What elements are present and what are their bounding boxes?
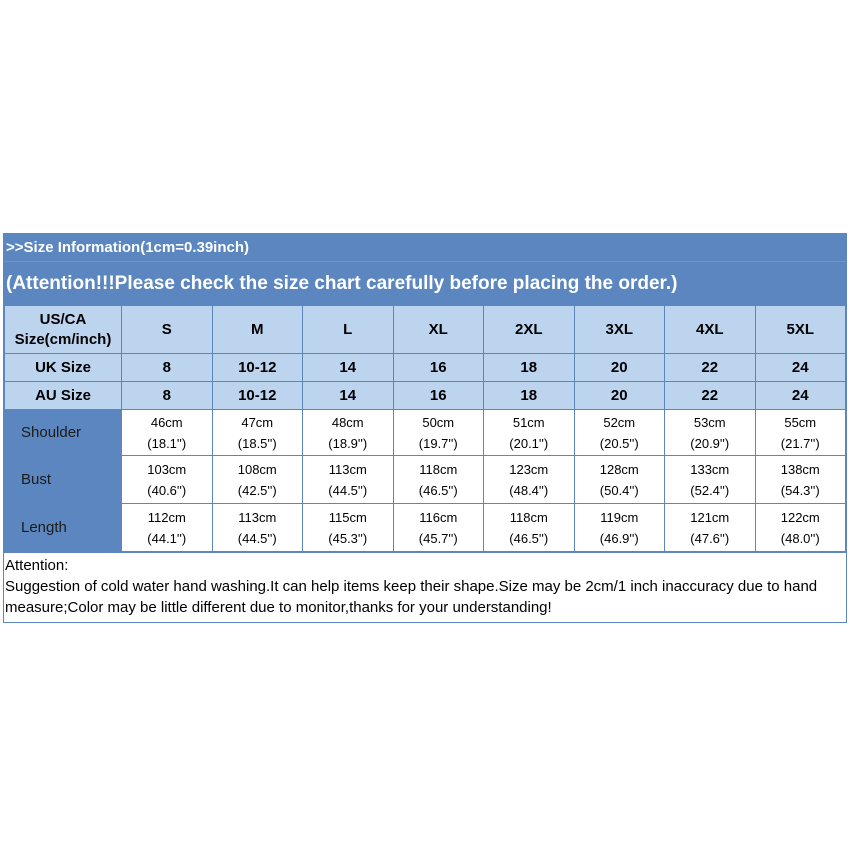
size-label-line1: US/CA bbox=[39, 310, 87, 328]
uk-size-cell: 20 bbox=[574, 354, 665, 382]
inch-value: (48.4'') bbox=[509, 482, 549, 498]
length-label: Length bbox=[5, 504, 122, 552]
au-size-cell: 20 bbox=[574, 382, 665, 410]
cm-value: 133cm bbox=[690, 461, 730, 477]
shoulder-label: Shoulder bbox=[5, 410, 122, 456]
uk-size-label: UK Size bbox=[5, 354, 122, 382]
cm-value: 119cm bbox=[600, 509, 639, 525]
size-cell: 3XL bbox=[574, 306, 665, 354]
au-size-cell: 16 bbox=[393, 382, 484, 410]
notes-body: Suggestion of cold water hand washing.It can help items keep their shape.Size may be 2cm/1 inch inaccuracy due to hand measure;Color may be little different due to monitor,thanks for your understanding! bbox=[5, 578, 818, 616]
uk-size-row bbox=[5, 354, 846, 382]
size-chart bbox=[3, 233, 847, 623]
au-size-row bbox=[5, 382, 846, 410]
au-size-cell: 24 bbox=[755, 382, 846, 410]
inch-value: (52.4'') bbox=[690, 482, 730, 498]
measurement-cell bbox=[574, 504, 665, 552]
size-cell: 5XL bbox=[755, 306, 846, 354]
au-size-cell: 8 bbox=[122, 382, 213, 410]
cm-value: 121cm bbox=[690, 509, 730, 525]
measurement-cell bbox=[393, 410, 484, 456]
size-cell: XL bbox=[393, 306, 484, 354]
cm-value: 123cm bbox=[509, 461, 549, 477]
measurement-cell bbox=[303, 456, 394, 504]
inch-value: (48.0'') bbox=[780, 530, 820, 546]
measurement-cell bbox=[574, 410, 665, 456]
au-size-cell: 18 bbox=[484, 382, 575, 410]
uk-size-cell: 10-12 bbox=[212, 354, 303, 382]
measurement-cell bbox=[303, 410, 394, 456]
cm-value: 52cm bbox=[603, 414, 636, 430]
measurement-cell bbox=[665, 410, 756, 456]
cm-value: 122cm bbox=[780, 509, 820, 525]
inch-value: (20.1'') bbox=[509, 435, 549, 451]
measurement-cell bbox=[212, 504, 303, 552]
measurement-cell bbox=[755, 456, 846, 504]
uk-size-cell: 22 bbox=[665, 354, 756, 382]
size-cell: M bbox=[212, 306, 303, 354]
cm-value: 116cm bbox=[419, 509, 458, 525]
au-size-label: AU Size bbox=[5, 382, 122, 410]
cm-value: 118cm bbox=[509, 509, 548, 525]
inch-value: (21.7'') bbox=[780, 435, 820, 451]
size-cell: 2XL bbox=[484, 306, 575, 354]
inch-value: (40.6'') bbox=[147, 482, 187, 498]
cm-value: 118cm bbox=[419, 461, 458, 477]
uk-size-cell: 14 bbox=[303, 354, 394, 382]
size-info-heading: >>Size Information(1cm=0.39inch) bbox=[4, 234, 846, 261]
size-cell: L bbox=[303, 306, 394, 354]
inch-value: (18.9'') bbox=[328, 435, 368, 451]
inch-value: (46.9'') bbox=[599, 530, 639, 546]
au-size-cell: 10-12 bbox=[212, 382, 303, 410]
inch-value: (50.4'') bbox=[599, 482, 639, 498]
measurement-cell bbox=[755, 410, 846, 456]
measurement-cell bbox=[303, 504, 394, 552]
cm-value: 115cm bbox=[328, 509, 367, 525]
length-row bbox=[5, 504, 846, 552]
size-cell: 4XL bbox=[665, 306, 756, 354]
cm-value: 113cm bbox=[328, 461, 367, 477]
size-table bbox=[4, 305, 846, 552]
measurement-cell bbox=[574, 456, 665, 504]
measurement-cell bbox=[484, 504, 575, 552]
inch-value: (45.7'') bbox=[418, 530, 458, 546]
inch-value: (42.5'') bbox=[237, 482, 277, 498]
measurement-cell bbox=[484, 410, 575, 456]
inch-value: (19.7'') bbox=[418, 435, 458, 451]
inch-value: (45.3'') bbox=[328, 530, 368, 546]
measurement-cell bbox=[665, 456, 756, 504]
inch-value: (18.5'') bbox=[237, 435, 277, 451]
attention-notes bbox=[4, 552, 846, 622]
inch-value: (20.9'') bbox=[690, 435, 730, 451]
cm-value: 50cm bbox=[422, 414, 455, 430]
cm-value: 51cm bbox=[512, 414, 545, 430]
au-size-cell: 22 bbox=[665, 382, 756, 410]
inch-value: (44.5'') bbox=[237, 530, 277, 546]
cm-value: 112cm bbox=[147, 509, 186, 525]
inch-value: (44.1'') bbox=[147, 530, 187, 546]
attention-heading: (Attention!!!Please check the size chart carefully before placing the order.) bbox=[4, 261, 846, 305]
uk-size-cell: 18 bbox=[484, 354, 575, 382]
measurement-cell bbox=[665, 504, 756, 552]
measurement-cell bbox=[212, 456, 303, 504]
cm-value: 46cm bbox=[150, 414, 183, 430]
measurement-cell bbox=[393, 456, 484, 504]
size-header-row bbox=[5, 306, 846, 354]
measurement-cell bbox=[755, 504, 846, 552]
cm-value: 103cm bbox=[147, 461, 187, 477]
inch-value: (54.3'') bbox=[780, 482, 820, 498]
inch-value: (20.5'') bbox=[599, 435, 639, 451]
cm-value: 55cm bbox=[784, 414, 817, 430]
size-cell: S bbox=[122, 306, 213, 354]
au-size-cell: 14 bbox=[303, 382, 394, 410]
measurement-cell bbox=[122, 456, 213, 504]
uk-size-cell: 8 bbox=[122, 354, 213, 382]
uk-size-cell: 16 bbox=[393, 354, 484, 382]
inch-value: (46.5'') bbox=[418, 482, 458, 498]
bust-label: Bust bbox=[5, 456, 122, 504]
measurement-cell bbox=[393, 504, 484, 552]
cm-value: 47cm bbox=[241, 414, 274, 430]
inch-value: (46.5'') bbox=[509, 530, 549, 546]
measurement-cell bbox=[212, 410, 303, 456]
shoulder-row bbox=[5, 410, 846, 456]
cm-value: 138cm bbox=[780, 461, 820, 477]
size-label-cell bbox=[5, 306, 122, 354]
uk-size-cell: 24 bbox=[755, 354, 846, 382]
measurement-cell bbox=[484, 456, 575, 504]
cm-value: 113cm bbox=[238, 509, 277, 525]
cm-value: 53cm bbox=[693, 414, 726, 430]
cm-value: 128cm bbox=[599, 461, 639, 477]
measurement-cell bbox=[122, 410, 213, 456]
cm-value: 48cm bbox=[331, 414, 364, 430]
measurement-cell bbox=[122, 504, 213, 552]
cm-value: 108cm bbox=[237, 461, 277, 477]
inch-value: (47.6'') bbox=[690, 530, 730, 546]
inch-value: (18.1'') bbox=[147, 435, 187, 451]
size-label-line2: Size(cm/inch) bbox=[14, 330, 112, 348]
notes-title: Attention: bbox=[5, 557, 69, 574]
bust-row bbox=[5, 456, 846, 504]
inch-value: (44.5'') bbox=[328, 482, 368, 498]
